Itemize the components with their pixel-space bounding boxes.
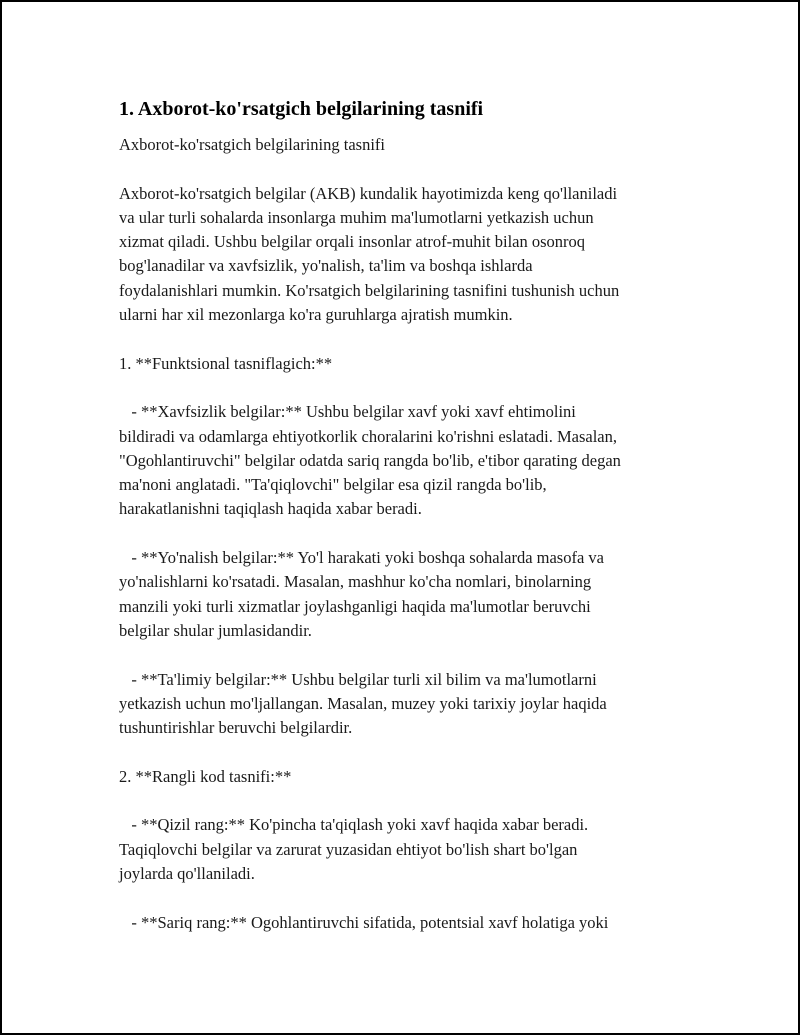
document-body: Axborot-ko'rsatgich belgilarining tasnifi Axborot-ko'rsatgich belgilar (AKB) kundalik hayotimizda keng qo'llaniladi va ular turli sohalarda insonlarga muhim ma'lumotlarni yetkazish uchun xizmat qiladi. Ushbu belgilar orqali insonlar atrof-muhit bilan osonroq bog'lanadilar va xavfsizlik, yo'nalish, ta'lim va boshqa ishlarda foydalanishlari mumkin. Ko'rsatgich belgilarining tasnifini tushunish uchun ularni har xil mezonlarga ko'ra guruhlarga ajratish mumkin. 1. **Funktsional tasniflagich:** - **Xavfsizlik belgilar:** Ushbu belgilar xavf yoki xavf ehtimolini bildiradi va odamlarga ehtiyotkorlik choralarini ko'rishni eslatadi. Masalan, "Ogohlantiruvchi" belgilar odatda sariq rangda bo'lib, e'tibor qarating degan ma'noni anglatadi. "Ta'qiqlovchi" belgilar esa qizil rangda bo'lib, harakatlanishni taqiqlash haqida xabar beradi. - **Yo'nalish belgilar:** Yo'l harakati yoki boshqa sohalarda masofa va yo'nalishlarni ko'rsatadi. Masalan, mashhur ko'cha nomlari, binolarning manzili yoki turli xizmatlar joylashganligi haqida ma'lumotlar beruvchi belgilar shular jumlasidandir. - **Ta'limiy belgilar:** Ushbu belgilar turli xil bilim va ma'lumotlarni yetkazish uchun mo'ljallangan. Masalan, muzey yoki tarixiy joylar haqida tushuntirishlar beruvchi belgilardir. 2. **Rangli kod tasnifi:** - **Qizil rang:** Ko'pincha ta'qiqlash yoki xavf haqida xabar beradi. Taqiqlovchi belgilar va zarurat yuzasidan ehtiyot bo'lish shart bo'lgan joylarda qo'llaniladi. - **Sariq rang:** Ogohlantiruvchi sifatida, potentsial xavf holatiga yoki (119, 135, 621, 932)
document-title: 1. Axborot-ko'rsatgich belgilarining tasnifi (119, 98, 484, 120)
document-content (119, 95, 699, 935)
